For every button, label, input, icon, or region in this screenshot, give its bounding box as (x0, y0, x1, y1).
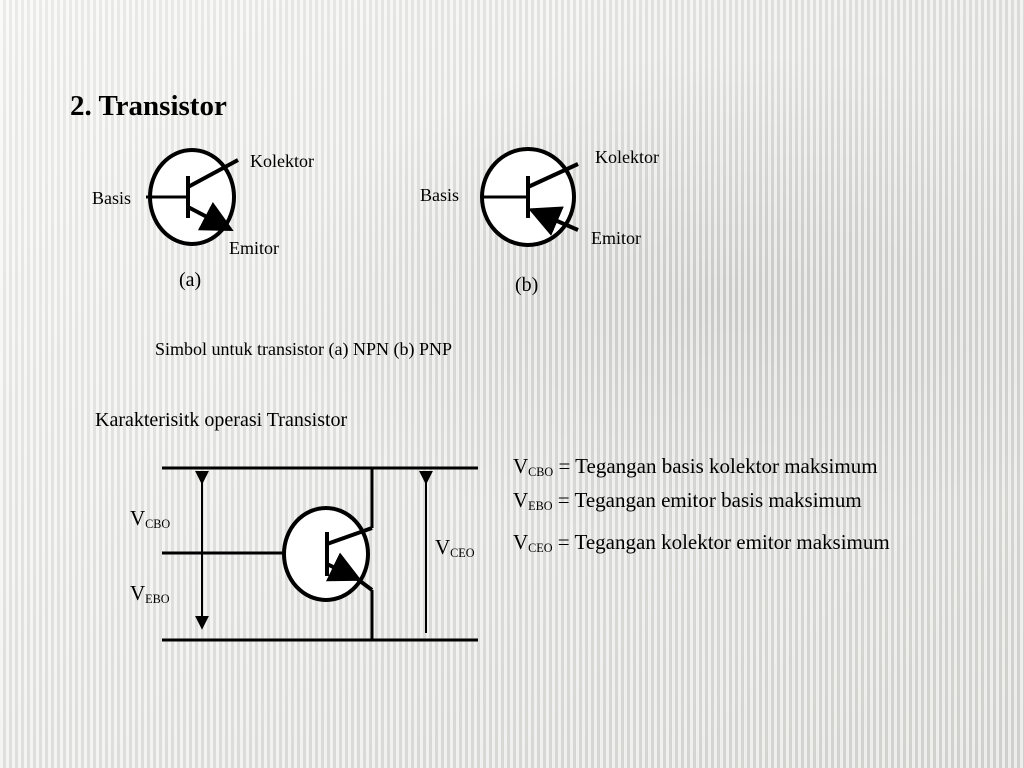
operating-characteristics-diagram (162, 468, 478, 640)
npn-emitter-label: Emitor (229, 238, 279, 258)
pnp-emitter-label: Emitor (591, 228, 641, 248)
vebo-main-text: V (130, 581, 146, 605)
vebo-definition-text: = Tegangan emitor basis maksimum (552, 488, 862, 512)
vceo-definition (513, 530, 890, 556)
npn-transistor-symbol (146, 150, 238, 244)
vcbo-definition (513, 454, 878, 480)
vebo-subscript: EBO (145, 592, 170, 607)
page-title: 2. Transistor (70, 90, 227, 122)
vceo-main-text: V (435, 535, 451, 559)
pnp-figure-label: (b) (515, 274, 539, 296)
transistor-symbol-caption: Simbol untuk transistor (a) NPN (b) PNP (155, 339, 452, 359)
npn-base-label: Basis (92, 188, 132, 208)
vcbo-definition-main: V (513, 454, 529, 478)
vebo-definition (513, 488, 862, 514)
vceo-subscript: CEO (450, 546, 475, 561)
pnp-base-label: Basis (420, 185, 460, 205)
characteristics-heading: Karakterisitk operasi Transistor (95, 409, 348, 431)
vceo-label (435, 535, 475, 561)
vcbo-label (130, 506, 171, 532)
vebo-definition-subscript: EBO (528, 499, 553, 514)
vcbo-definition-text: = Tegangan basis kolektor maksimum (553, 454, 878, 478)
vcbo-definition-subscript: CBO (528, 465, 554, 480)
npn-figure-label: (a) (179, 269, 202, 291)
vebo-definition-main: V (513, 488, 529, 512)
npn-collector-label: Kolektor (250, 151, 314, 171)
pnp-transistor-symbol (481, 149, 578, 245)
pnp-collector-label: Kolektor (595, 147, 659, 167)
vcbo-subscript: CBO (145, 517, 171, 532)
vceo-definition-text: = Tegangan kolektor emitor maksimum (552, 530, 890, 554)
vebo-label (130, 581, 170, 607)
vceo-definition-subscript: CEO (528, 541, 553, 556)
vceo-definition-main: V (513, 530, 529, 554)
vcbo-main-text: V (130, 506, 146, 530)
